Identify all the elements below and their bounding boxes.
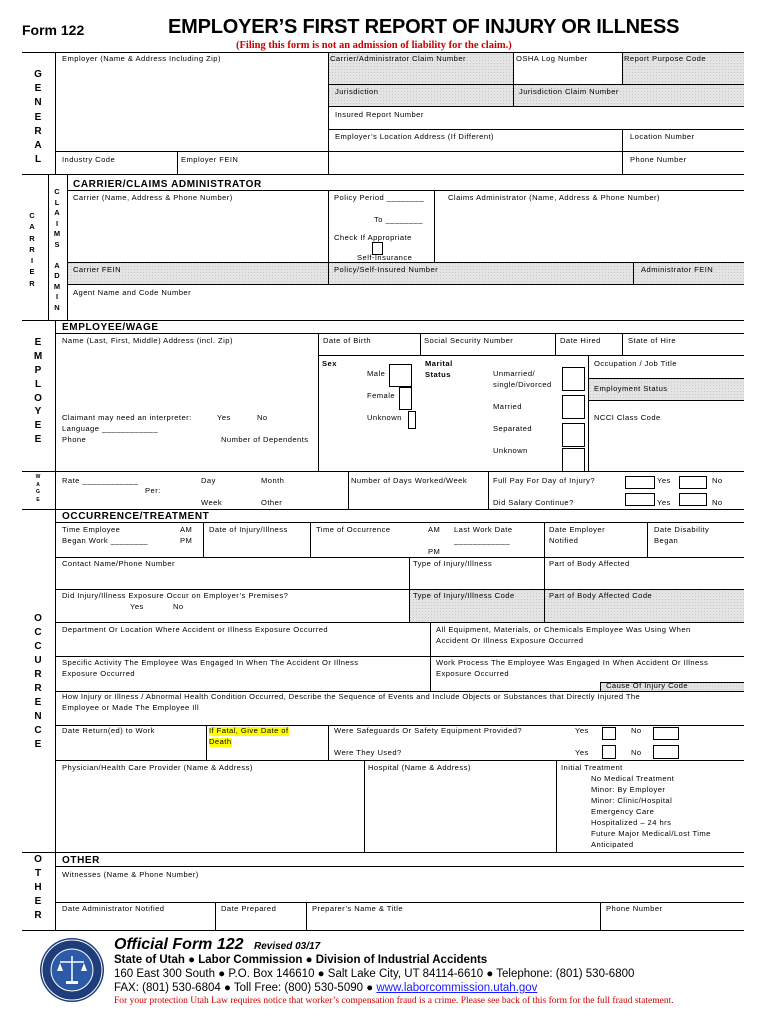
salary-no-checkbox[interactable] bbox=[679, 493, 707, 506]
occurrence-pm-label[interactable]: PM bbox=[428, 547, 441, 556]
per-other-label[interactable]: Other bbox=[261, 498, 283, 507]
carrier-section-title: CARRIER/CLAIMS ADMINISTRATOR bbox=[73, 179, 262, 190]
date-disability-label: Date Disability bbox=[654, 525, 710, 534]
type-injury-label: Type of Injury/Illness bbox=[413, 559, 493, 568]
sex-unknown-checkbox[interactable] bbox=[408, 411, 416, 429]
full-pay-label: Full Pay For Day of Injury? bbox=[493, 476, 596, 485]
female-label: Female bbox=[367, 391, 396, 400]
osha-log-label: OSHA Log Number bbox=[516, 54, 588, 63]
claims-admin-name-label: Claims Administrator (Name, Address & Phone Number) bbox=[448, 193, 661, 202]
carrier-fein-label: Carrier FEIN bbox=[73, 265, 122, 274]
time-employee-label: Time Employee bbox=[62, 525, 121, 534]
industry-code-label: Industry Code bbox=[62, 155, 116, 164]
date-admin-notified-label: Date Administrator Notified bbox=[62, 904, 165, 913]
occurrence-section-title: OCCURRENCE/TREATMENT bbox=[62, 511, 210, 522]
used-yes-checkbox[interactable] bbox=[602, 745, 616, 759]
used-no-checkbox[interactable] bbox=[653, 745, 679, 759]
salary-continue-label: Did Salary Continue? bbox=[493, 498, 574, 507]
work-process-label-line1: Work Process The Employee Was Engaged In When Accident Or Illness bbox=[436, 658, 709, 667]
ncci-label: NCCI Class Code bbox=[594, 413, 661, 422]
premises-no-label[interactable]: No bbox=[173, 602, 184, 611]
marital-unknown-checkbox[interactable] bbox=[562, 448, 585, 472]
claims-admin-side-label: C L A I M S A D M I N bbox=[53, 187, 61, 313]
married-checkbox[interactable] bbox=[562, 395, 585, 419]
fatal-date-label-line2: Death bbox=[209, 737, 232, 746]
rate-label: Rate ____________ bbox=[62, 476, 139, 485]
notified-label: Notified bbox=[549, 536, 579, 545]
sex-unknown-label: Unknown bbox=[367, 413, 402, 422]
policy-number-label: Policy/Self-Insured Number bbox=[334, 265, 439, 274]
date-hired-label: Date Hired bbox=[560, 336, 601, 345]
female-checkbox[interactable] bbox=[399, 387, 412, 410]
equipment-label-line2: Accident Or Illness Exposure Occurred bbox=[436, 636, 584, 645]
employee-name-label: Name (Last, First, Middle) Address (incl. Zip) bbox=[62, 336, 233, 345]
contact-line: FAX: (801) 530-6804 ● Toll Free: (800) 530-5090 ● www.laborcommission.utah.gov bbox=[114, 982, 538, 994]
activity-label-line1: Specific Activity The Employee Was Engaged In When The Accident Or Illness bbox=[62, 658, 359, 667]
employee-section-title: EMPLOYEE/WAGE bbox=[62, 322, 159, 333]
labor-commission-seal bbox=[40, 938, 104, 1002]
unmarried-label: Unmarried/ bbox=[493, 369, 536, 378]
used-label: Were They Used? bbox=[334, 748, 402, 757]
treatment-option: Anticipated bbox=[591, 840, 634, 849]
claim-number-label: Carrier/Administrator Claim Number bbox=[330, 54, 466, 63]
used-yes-label: Yes bbox=[575, 748, 589, 757]
marital-unknown-label: Unknown bbox=[493, 446, 528, 455]
address-line: 160 East 300 South ● P.O. Box 146610 ● Salt Lake City, UT 84114-6610 ● Telephone: (801) 530-6800 bbox=[114, 968, 635, 980]
per-month-label[interactable]: Month bbox=[261, 476, 285, 485]
part-body-code-label: Part of Body Affected Code bbox=[549, 591, 653, 600]
report-purpose-label: Report Purpose Code bbox=[624, 54, 706, 63]
time-occurrence-label: Time of Occurrence bbox=[316, 525, 391, 534]
treatment-option[interactable]: Minor: Clinic/Hospital bbox=[591, 796, 673, 805]
date-injury-label: Date of Injury/Illness bbox=[209, 525, 288, 534]
date-employer-label: Date Employer bbox=[549, 525, 606, 534]
fraud-notice: For your protection Utah Law requires notice that worker’s compensation fraud is a crime. Please see back of this form for the full fraud statement. bbox=[114, 996, 674, 1006]
agency-line: State of Utah ● Labor Commission ● Division of Industrial Accidents bbox=[114, 954, 488, 966]
admin-fein-label: Administrator FEIN bbox=[641, 265, 714, 274]
interpreter-yes-label[interactable]: Yes bbox=[217, 413, 231, 422]
page-title: EMPLOYER’S FIRST REPORT OF INJURY OR ILLNESS bbox=[168, 16, 680, 38]
state-of-hire-label: State of Hire bbox=[628, 336, 677, 345]
treatment-option[interactable]: Emergency Care bbox=[591, 807, 655, 816]
marital-label: Marital bbox=[425, 359, 453, 368]
employer-fein-label: Employer FEIN bbox=[181, 155, 239, 164]
website-link[interactable]: www.laborcommission.utah.gov bbox=[376, 982, 538, 994]
occupation-label: Occupation / Job Title bbox=[594, 359, 677, 368]
hospital-label: Hospital (Name & Address) bbox=[368, 763, 471, 772]
full-pay-no-label: No bbox=[712, 476, 723, 485]
male-label: Male bbox=[367, 369, 386, 378]
per-week-label[interactable]: Week bbox=[201, 498, 223, 507]
occurrence-am-label[interactable]: AM bbox=[428, 525, 441, 534]
separated-label: Separated bbox=[493, 424, 533, 433]
activity-label-line2: Exposure Occurred bbox=[62, 669, 136, 678]
self-insurance-label: Self-Insurance bbox=[357, 253, 413, 262]
safeguards-no-label: No bbox=[631, 726, 642, 735]
full-pay-yes-checkbox[interactable] bbox=[625, 476, 655, 489]
sex-label: Sex bbox=[322, 359, 337, 368]
marital-status-label: Status bbox=[425, 370, 451, 379]
insured-report-label: Insured Report Number bbox=[335, 110, 424, 119]
interpreter-label: Claimant may need an interpreter: bbox=[62, 413, 192, 422]
contact-label: Contact Name/Phone Number bbox=[62, 559, 175, 568]
preparer-label: Preparer’s Name & Title bbox=[312, 904, 404, 913]
date-returned-label: Date Return(ed) to Work bbox=[62, 726, 155, 735]
dependents-label: Number of Dependents bbox=[221, 435, 309, 444]
separated-checkbox[interactable] bbox=[562, 423, 585, 447]
last-work-date-label: Last Work Date bbox=[454, 525, 513, 534]
premises-question: Did Injury/Illness Exposure Occur on Employer’s Premises? bbox=[62, 591, 289, 600]
employer-name-label: Employer (Name & Address Including Zip) bbox=[62, 54, 221, 63]
premises-yes-label[interactable]: Yes bbox=[130, 602, 144, 611]
official-form-label: Official Form 122 Revised 03/17 bbox=[114, 936, 321, 953]
salary-yes-label: Yes bbox=[657, 498, 671, 507]
general-side-label: G E N E R A L bbox=[34, 69, 42, 166]
days-worked-label: Number of Days Worked/Week bbox=[351, 476, 468, 485]
began-work-label: Began Work ________ bbox=[62, 536, 149, 545]
salary-yes-checkbox[interactable] bbox=[625, 493, 655, 506]
form-number: Form 122 bbox=[22, 22, 85, 38]
began-work-pm-label[interactable]: PM bbox=[180, 536, 193, 545]
married-label: Married bbox=[493, 402, 522, 411]
type-injury-code-label: Type of Injury/Illness Code bbox=[413, 591, 515, 600]
cause-code-label: Cause Of Injury Code bbox=[606, 681, 689, 690]
other-section-title: OTHER bbox=[62, 855, 100, 866]
part-body-label: Part of Body Affected bbox=[549, 559, 630, 568]
safeguards-no-checkbox[interactable] bbox=[653, 727, 679, 740]
department-label: Department Or Location Where Accident or Illness Exposure Occurred bbox=[62, 625, 329, 634]
safeguards-label: Were Safeguards Or Safety Equipment Provided? bbox=[334, 726, 523, 735]
other-side-label: O T H E R bbox=[34, 854, 42, 921]
employment-status-label: Employment Status bbox=[594, 384, 668, 393]
per-label: Per: bbox=[145, 486, 161, 495]
disability-began-label: Began bbox=[654, 536, 679, 545]
employee-phone-label: Phone bbox=[62, 435, 87, 444]
jurisdiction-claim-label: Jurisdiction Claim Number bbox=[519, 87, 619, 96]
interpreter-no-label[interactable]: No bbox=[257, 413, 268, 422]
safeguards-yes-label: Yes bbox=[575, 726, 589, 735]
work-process-label-line2: Exposure Occurred bbox=[436, 669, 510, 678]
liability-disclaimer: (Filing this form is not an admission of liability for the claim.) bbox=[236, 40, 512, 51]
fatal-date-label-line1: If Fatal, Give Date of bbox=[209, 726, 289, 735]
salary-no-label: No bbox=[712, 498, 723, 507]
single-divorced-label: single/Divorced bbox=[493, 380, 552, 389]
full-pay-yes-label: Yes bbox=[657, 476, 671, 485]
other-phone-label: Phone Number bbox=[606, 904, 663, 913]
full-pay-no-checkbox[interactable] bbox=[679, 476, 707, 489]
wage-side-label: W A G E bbox=[35, 474, 41, 503]
unmarried-checkbox[interactable] bbox=[562, 367, 585, 391]
last-work-date-blank: ____________ bbox=[454, 536, 511, 545]
carrier-side-label: C A R R I E R bbox=[29, 211, 35, 288]
how-injury-label-line1: How Injury or Illness / Abnormal Health Condition Occurred, Describe the Sequence of Events and Include Objects or Substances that Directly Injured The bbox=[62, 692, 641, 701]
location-number-label: Location Number bbox=[630, 132, 695, 141]
jurisdiction-label: Jurisdiction bbox=[335, 87, 379, 96]
ssn-label: Social Security Number bbox=[424, 336, 514, 345]
used-no-label: No bbox=[631, 748, 642, 757]
treatment-option[interactable]: Future Major Medical/Lost Time bbox=[591, 829, 711, 838]
occurrence-side-label: O C C U R R E N C E bbox=[34, 613, 42, 750]
policy-period-label: Policy Period ________ bbox=[334, 193, 425, 202]
language-label: Language ____________ bbox=[62, 424, 159, 433]
agent-label: Agent Name and Code Number bbox=[73, 288, 192, 297]
treatment-option[interactable]: Hospitalized – 24 hrs bbox=[591, 818, 672, 827]
employee-side-label: E M P L O Y E E bbox=[33, 337, 43, 446]
carrier-name-label: Carrier (Name, Address & Phone Number) bbox=[73, 193, 233, 202]
treatment-option[interactable]: Minor: By Employer bbox=[591, 785, 666, 794]
safeguards-yes-checkbox[interactable] bbox=[602, 727, 616, 740]
employer-location-label: Employer’s Location Address (If Different) bbox=[335, 132, 495, 141]
physician-label: Physician/Health Care Provider (Name & Address) bbox=[62, 763, 253, 772]
dob-label: Date of Birth bbox=[323, 336, 372, 345]
witnesses-label: Witnesses (Name & Phone Number) bbox=[62, 870, 199, 879]
equipment-label-line1: All Equipment, Materials, or Chemicals Employee Was Using When bbox=[436, 625, 691, 634]
male-checkbox[interactable] bbox=[389, 364, 412, 387]
policy-to-label: To ________ bbox=[374, 215, 423, 224]
began-work-am-label[interactable]: AM bbox=[180, 525, 193, 534]
per-day-label[interactable]: Day bbox=[201, 476, 216, 485]
how-injury-label-line2: Employee or Made The Employee Ill bbox=[62, 703, 200, 712]
date-prepared-label: Date Prepared bbox=[221, 904, 277, 913]
check-if-appropriate-label: Check If Appropriate bbox=[334, 233, 412, 242]
phone-number-label: Phone Number bbox=[630, 155, 687, 164]
treatment-option[interactable]: No Medical Treatment bbox=[591, 774, 675, 783]
initial-treatment-label: Initial Treatment bbox=[561, 763, 623, 772]
